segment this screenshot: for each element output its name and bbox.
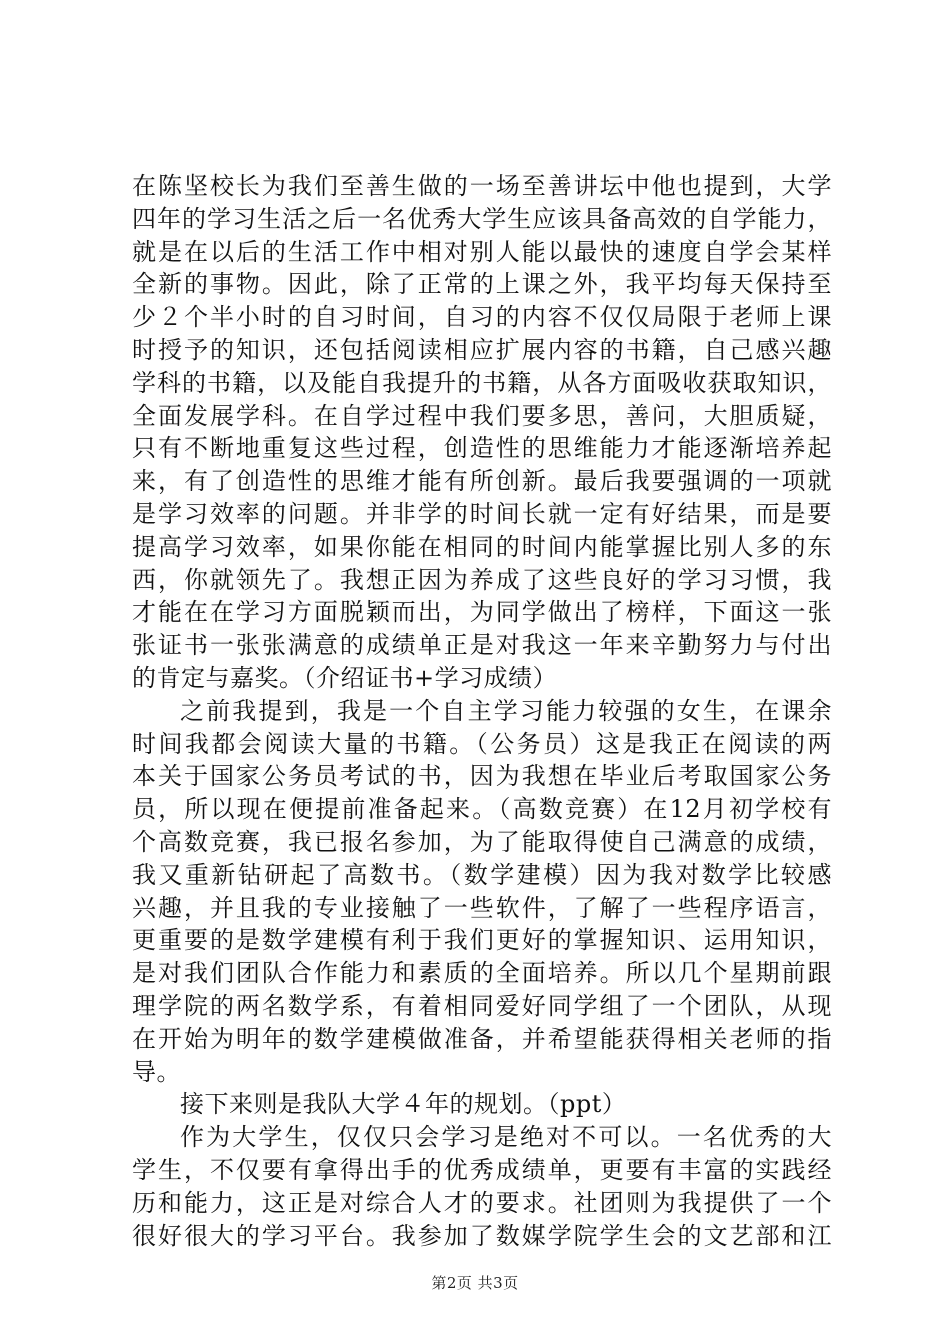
- text-line: 学科的书籍，以及能自我提升的书籍，从各方面吸收获取知识，: [132, 368, 832, 397]
- text-line: 提高学习效率，如果你能在相同的时间内能掌握比别人多的东: [132, 532, 832, 561]
- text-line: 理学院的两名数学系，有着相同爱好同学组了一个团队，从现: [132, 991, 832, 1020]
- text-line: 少２个半小时的自习时间，自习的内容不仅仅局限于老师上课: [132, 303, 832, 332]
- paragraph-start-line: 之前我提到，我是一个自主学习能力较强的女生，在课余: [180, 696, 832, 725]
- text-line: 员，所以现在便提前准备起来。（高数竞赛）在12月初学校有: [132, 795, 832, 824]
- text-line: 才能在在学习方面脱颖而出，为同学做出了榜样，下面这一张: [132, 598, 832, 627]
- text-line: 四年的学习生活之后一名优秀大学生应该具备高效的自学能力，: [132, 204, 832, 233]
- text-line: 只有不断地重复这些过程，创造性的思维能力才能逐渐培养起: [132, 434, 832, 463]
- text-line: 的肯定与嘉奖。（介绍证书+学习成绩）: [132, 663, 558, 692]
- text-line: 就是在以后的生活工作中相对别人能以最快的速度自学会某样: [132, 237, 832, 266]
- paragraph-start-line: 作为大学生，仅仅只会学习是绝对不可以。一名优秀的大: [180, 1123, 832, 1152]
- paragraph-start-line: 接下来则是我队大学４年的规划。（ppt）: [180, 1090, 627, 1119]
- text-line: 时授予的知识，还包括阅读相应扩展内容的书籍，自己感兴趣: [132, 335, 832, 364]
- text-line: 来，有了创造性的思维才能有所创新。最后我要强调的一项就: [132, 467, 832, 496]
- text-line: 历和能力，这正是对综合人才的要求。社团则为我提供了一个: [132, 1188, 832, 1217]
- document-body: [132, 170, 832, 1252]
- text-line: 西，你就领先了。我想正因为养成了这些良好的学习习惯，我: [132, 565, 832, 594]
- text-line: 时间我都会阅读大量的书籍。（公务员）这是我正在阅读的两: [132, 729, 832, 758]
- text-line: 全面发展学科。在自学过程中我们要多思，善问，大胆质疑，: [132, 401, 832, 430]
- text-line: 全新的事物。因此，除了正常的上课之外，我平均每天保持至: [132, 270, 832, 299]
- text-line: 在开始为明年的数学建模做准备，并希望能获得相关老师的指: [132, 1024, 832, 1053]
- text-line: 张证书一张张满意的成绩单正是对我这一年来辛勤努力与付出: [132, 631, 832, 660]
- text-line: 个高数竞赛，我已报名参加，为了能取得使自己满意的成绩，: [132, 827, 832, 856]
- text-line: 更重要的是数学建模有利于我们更好的掌握知识、运用知识，: [132, 926, 832, 955]
- text-line: 学生，不仅要有拿得出手的优秀成绩单，更要有丰富的实践经: [132, 1155, 832, 1184]
- text-line: 很好很大的学习平台。我参加了数媒学院学生会的文艺部和江: [132, 1221, 832, 1250]
- text-line: 我又重新钻研起了高数书。（数学建模）因为我对数学比较感: [132, 860, 832, 889]
- text-line: 是对我们团队合作能力和素质的全面培养。所以几个星期前跟: [132, 959, 832, 988]
- text-line: 在陈坚校长为我们至善生做的一场至善讲坛中他也提到，大学: [132, 172, 832, 200]
- text-line: 导。: [132, 1057, 181, 1086]
- text-line: 本关于国家公务员考试的书，因为我想在毕业后考取国家公务: [132, 762, 832, 791]
- text-line: 兴趣，并且我的专业接触了一些软件，了解了一些程序语言，: [132, 893, 832, 922]
- text-line: 是学习效率的问题。并非学的时间长就一定有好结果，而是要: [132, 499, 832, 528]
- page-footer: 第2页 共3页: [431, 1274, 519, 1292]
